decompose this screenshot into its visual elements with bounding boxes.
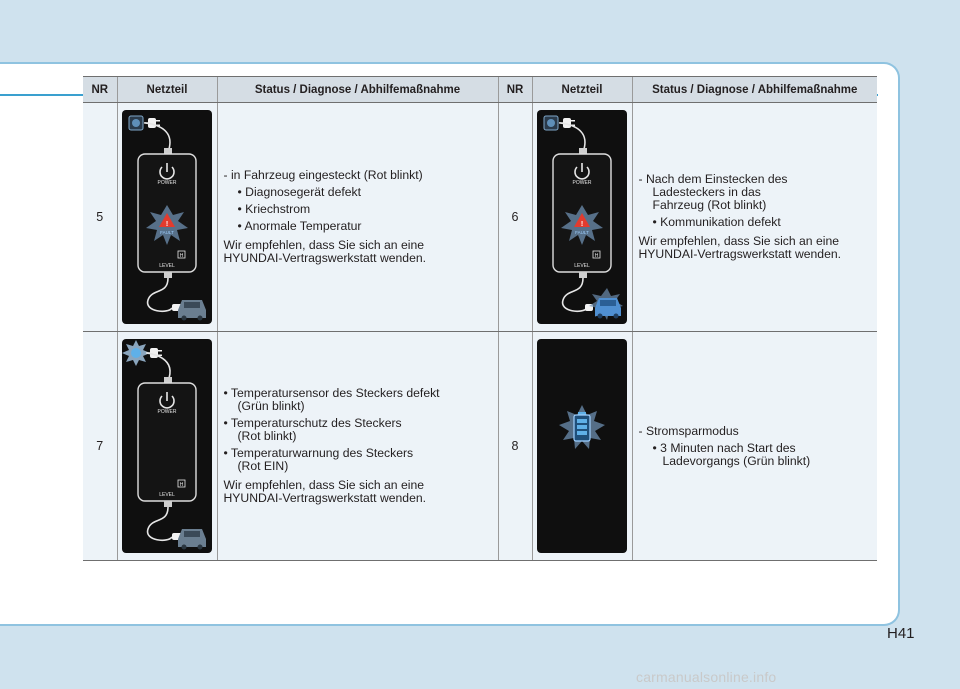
row-number: 6 xyxy=(498,103,532,332)
header-netzteil-2: Netzteil xyxy=(532,77,632,103)
standby-illustration xyxy=(537,339,627,553)
recommendation-line: Wir empfehlen, dass Sie sich an eine xyxy=(223,478,425,492)
car-icon xyxy=(178,300,206,321)
power-label: POWER xyxy=(157,409,177,415)
row-number: 8 xyxy=(498,332,532,561)
level-label: LEVEL xyxy=(159,263,175,269)
status-line: (Rot blinkt) xyxy=(237,429,297,443)
status-line: (Grün blinkt) xyxy=(237,399,305,413)
cable-bottom xyxy=(148,507,172,540)
cable-bottom xyxy=(148,278,172,311)
status-bullet: • Temperatursensor des Steckers defekt xyxy=(223,386,440,400)
level-label: LEVEL xyxy=(159,492,175,498)
level-h-label: H xyxy=(179,253,184,259)
status-bullet: • Temperaturwarnung des Steckers xyxy=(223,446,414,460)
header-status: Status / Diagnose / Abhilfemaßnahme xyxy=(217,77,498,103)
plug-led-icon xyxy=(132,119,140,127)
cable-connector xyxy=(164,148,172,154)
status-line: (Rot EIN) xyxy=(237,459,289,473)
status-text-cell xyxy=(632,332,877,561)
battery-icon xyxy=(574,412,590,441)
recommendation-line: HYUNDAI-Vertragswerkstatt wenden. xyxy=(638,247,842,261)
status-text-cell xyxy=(217,332,498,561)
car-icon xyxy=(178,529,206,550)
recommendation-line: HYUNDAI-Vertragswerkstatt wenden. xyxy=(223,251,427,265)
status-bullet: • Temperaturschutz des Steckers xyxy=(223,416,402,430)
row-number: 5 xyxy=(83,103,117,332)
status-line: - in Fahrzeug eingesteckt (Rot blinkt) xyxy=(223,168,423,182)
level-h-label: H xyxy=(179,482,184,488)
charger-cell xyxy=(532,332,632,561)
status-bullet: • Diagnosegerät defekt xyxy=(237,185,362,199)
plug-led-icon xyxy=(547,119,555,127)
status-line: - Nach dem Einstecken des xyxy=(638,172,788,186)
status-bullet: • Kommunikation defekt xyxy=(652,215,781,229)
svg-text:!: ! xyxy=(580,221,584,228)
cable-bottom xyxy=(563,278,587,311)
status-line: Ladesteckers in das xyxy=(652,185,761,199)
recommendation-line: Wir empfehlen, dass Sie sich an eine xyxy=(638,234,840,248)
status-line: - Stromsparmodus xyxy=(638,423,739,438)
table-row xyxy=(83,332,877,561)
status-text-cell xyxy=(632,103,877,332)
charger-illustration xyxy=(122,339,212,553)
header-netzteil: Netzteil xyxy=(117,77,217,103)
header-nr: NR xyxy=(83,77,117,103)
cable-top xyxy=(147,353,170,381)
power-label: POWER xyxy=(572,180,592,186)
recommendation-line: Wir empfehlen, dass Sie sich an eine xyxy=(223,238,425,252)
status-bullet: • Anormale Temperatur xyxy=(237,219,362,233)
status-text-cell xyxy=(217,103,498,332)
charger-illustration xyxy=(122,110,212,324)
header-status-2: Status / Diagnose / Abhilfemaßnahme xyxy=(632,77,877,103)
svg-text:!: ! xyxy=(165,221,169,228)
status-bullet: • 3 Minuten nach Start des xyxy=(652,440,796,455)
table-row xyxy=(83,103,877,332)
power-label: POWER xyxy=(157,180,177,186)
row-number: 7 xyxy=(83,332,117,561)
charger-cell xyxy=(117,332,217,561)
car-icon xyxy=(595,298,621,319)
recommendation-line: HYUNDAI-Vertragswerkstatt wenden. xyxy=(223,491,427,505)
plug-led-icon xyxy=(131,348,141,358)
charger-illustration xyxy=(537,110,627,324)
fault-label: FAULT xyxy=(160,230,174,235)
status-line: Ladevorgangs (Grün blinkt) xyxy=(662,453,811,468)
charger-cell xyxy=(532,103,632,332)
status-table xyxy=(83,76,877,561)
fault-label: FAULT xyxy=(575,230,589,235)
level-label: LEVEL xyxy=(574,263,590,269)
page-number: H41 xyxy=(887,625,915,642)
level-h-label: H xyxy=(594,253,599,259)
status-line: Fahrzeug (Rot blinkt) xyxy=(652,198,767,212)
table-header-row xyxy=(83,77,877,103)
status-bullet: • Kriechstrom xyxy=(237,202,311,216)
watermark: carmanualsonline.info xyxy=(636,669,777,685)
header-nr-2: NR xyxy=(498,77,532,103)
charger-cell xyxy=(117,103,217,332)
